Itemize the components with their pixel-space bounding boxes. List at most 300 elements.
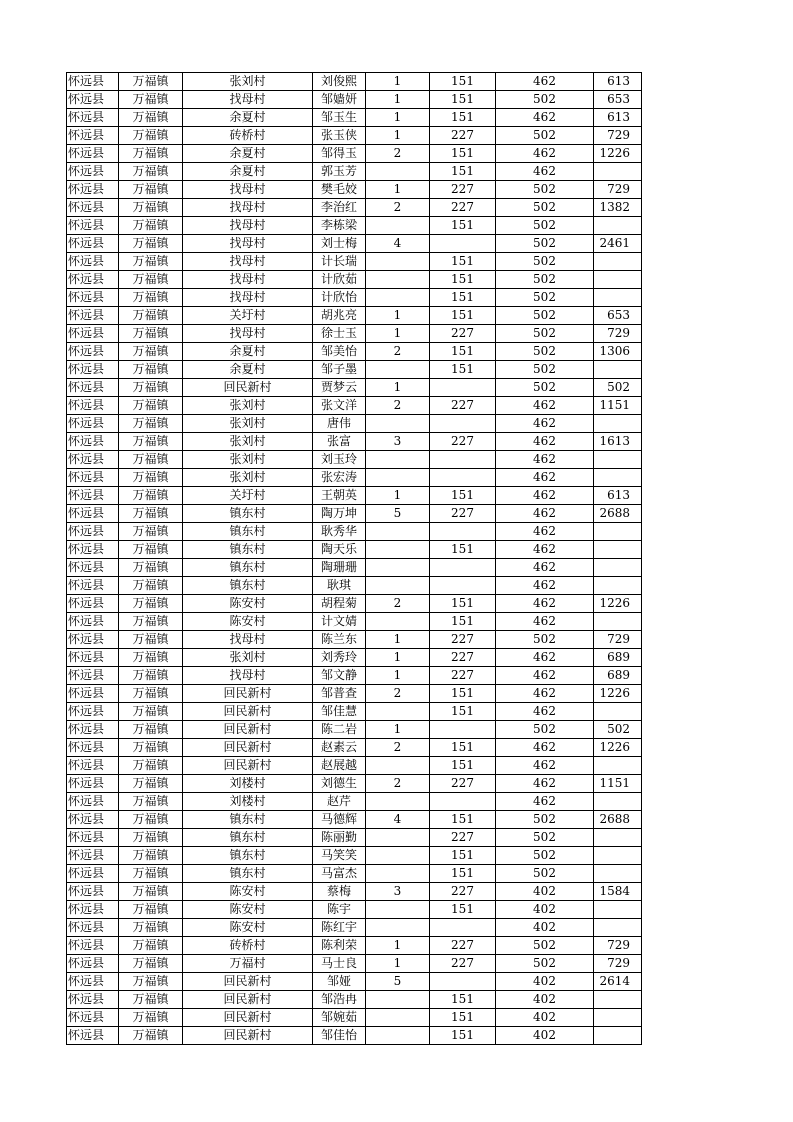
county-cell: 怀远县 xyxy=(67,847,119,865)
value-b-cell: 462 xyxy=(496,433,594,451)
total-cell xyxy=(594,163,642,181)
name-cell: 陈利荣 xyxy=(313,937,366,955)
county-cell: 怀远县 xyxy=(67,379,119,397)
value-a-cell: 227 xyxy=(430,631,496,649)
value-a-cell: 151 xyxy=(430,307,496,325)
value-a-cell: 151 xyxy=(430,613,496,631)
value-a-cell: 227 xyxy=(430,505,496,523)
table-row xyxy=(67,163,642,181)
county-cell: 怀远县 xyxy=(67,505,119,523)
table-row xyxy=(67,271,642,289)
town-cell: 万福镇 xyxy=(119,955,183,973)
value-b-cell: 502 xyxy=(496,865,594,883)
value-a-cell xyxy=(430,235,496,253)
village-cell: 陈安村 xyxy=(183,595,313,613)
name-cell: 樊毛姣 xyxy=(313,181,366,199)
name-cell: 赵素云 xyxy=(313,739,366,757)
county-cell: 怀远县 xyxy=(67,955,119,973)
village-cell: 回民新村 xyxy=(183,991,313,1009)
village-cell: 砖桥村 xyxy=(183,937,313,955)
town-cell: 万福镇 xyxy=(119,217,183,235)
village-cell: 找母村 xyxy=(183,91,313,109)
count-cell: 2 xyxy=(366,343,430,361)
county-cell: 怀远县 xyxy=(67,649,119,667)
county-cell: 怀远县 xyxy=(67,919,119,937)
count-cell xyxy=(366,469,430,487)
village-cell: 回民新村 xyxy=(183,1027,313,1045)
count-cell: 2 xyxy=(366,595,430,613)
total-cell: 1226 xyxy=(594,739,642,757)
table-row xyxy=(67,901,642,919)
town-cell: 万福镇 xyxy=(119,703,183,721)
table-row xyxy=(67,865,642,883)
county-cell: 怀远县 xyxy=(67,721,119,739)
count-cell: 1 xyxy=(366,181,430,199)
total-cell xyxy=(594,613,642,631)
value-b-cell: 502 xyxy=(496,127,594,145)
total-cell xyxy=(594,361,642,379)
value-a-cell: 151 xyxy=(430,685,496,703)
value-b-cell: 502 xyxy=(496,811,594,829)
value-a-cell: 151 xyxy=(430,217,496,235)
value-b-cell: 402 xyxy=(496,883,594,901)
value-a-cell: 151 xyxy=(430,847,496,865)
name-cell: 陈二岩 xyxy=(313,721,366,739)
total-cell xyxy=(594,271,642,289)
name-cell: 陈宇 xyxy=(313,901,366,919)
county-cell: 怀远县 xyxy=(67,991,119,1009)
town-cell: 万福镇 xyxy=(119,343,183,361)
value-a-cell: 227 xyxy=(430,829,496,847)
total-cell xyxy=(594,469,642,487)
town-cell: 万福镇 xyxy=(119,415,183,433)
total-cell xyxy=(594,415,642,433)
value-b-cell: 502 xyxy=(496,937,594,955)
county-cell: 怀远县 xyxy=(67,289,119,307)
value-b-cell: 462 xyxy=(496,163,594,181)
value-a-cell: 151 xyxy=(430,487,496,505)
total-cell: 1584 xyxy=(594,883,642,901)
count-cell xyxy=(366,559,430,577)
town-cell: 万福镇 xyxy=(119,1009,183,1027)
county-cell: 怀远县 xyxy=(67,217,119,235)
county-cell: 怀远县 xyxy=(67,811,119,829)
town-cell: 万福镇 xyxy=(119,235,183,253)
value-a-cell: 227 xyxy=(430,649,496,667)
count-cell xyxy=(366,1009,430,1027)
county-cell: 怀远县 xyxy=(67,559,119,577)
value-b-cell: 462 xyxy=(496,73,594,91)
value-a-cell: 151 xyxy=(430,253,496,271)
total-cell: 1306 xyxy=(594,343,642,361)
county-cell: 怀远县 xyxy=(67,145,119,163)
name-cell: 马富杰 xyxy=(313,865,366,883)
table-row xyxy=(67,487,642,505)
name-cell: 陶万坤 xyxy=(313,505,366,523)
table-row xyxy=(67,703,642,721)
village-cell: 关圩村 xyxy=(183,307,313,325)
county-cell: 怀远县 xyxy=(67,829,119,847)
county-cell: 怀远县 xyxy=(67,865,119,883)
county-cell: 怀远县 xyxy=(67,325,119,343)
value-a-cell: 227 xyxy=(430,397,496,415)
village-cell: 找母村 xyxy=(183,289,313,307)
count-cell: 2 xyxy=(366,739,430,757)
total-cell xyxy=(594,289,642,307)
village-cell: 镇东村 xyxy=(183,865,313,883)
total-cell: 1613 xyxy=(594,433,642,451)
total-cell xyxy=(594,577,642,595)
town-cell: 万福镇 xyxy=(119,487,183,505)
name-cell: 邹子墨 xyxy=(313,361,366,379)
county-cell: 怀远县 xyxy=(67,487,119,505)
total-cell: 2614 xyxy=(594,973,642,991)
county-cell: 怀远县 xyxy=(67,361,119,379)
value-b-cell: 462 xyxy=(496,595,594,613)
village-cell: 余夏村 xyxy=(183,361,313,379)
count-cell: 1 xyxy=(366,73,430,91)
value-a-cell xyxy=(430,973,496,991)
name-cell: 张富 xyxy=(313,433,366,451)
total-cell: 729 xyxy=(594,955,642,973)
total-cell xyxy=(594,253,642,271)
total-cell: 613 xyxy=(594,487,642,505)
table-row xyxy=(67,361,642,379)
value-a-cell: 151 xyxy=(430,163,496,181)
town-cell: 万福镇 xyxy=(119,91,183,109)
total-cell: 1382 xyxy=(594,199,642,217)
count-cell xyxy=(366,829,430,847)
value-a-cell: 151 xyxy=(430,109,496,127)
value-b-cell: 502 xyxy=(496,361,594,379)
name-cell: 邹婉茹 xyxy=(313,1009,366,1027)
value-b-cell: 402 xyxy=(496,1027,594,1045)
table-row xyxy=(67,631,642,649)
value-b-cell: 402 xyxy=(496,1009,594,1027)
count-cell: 3 xyxy=(366,433,430,451)
total-cell: 613 xyxy=(594,109,642,127)
town-cell: 万福镇 xyxy=(119,469,183,487)
value-b-cell: 502 xyxy=(496,325,594,343)
total-cell: 613 xyxy=(594,73,642,91)
value-a-cell: 151 xyxy=(430,541,496,559)
village-cell: 张刘村 xyxy=(183,469,313,487)
value-b-cell: 462 xyxy=(496,451,594,469)
count-cell xyxy=(366,217,430,235)
value-a-cell: 151 xyxy=(430,739,496,757)
value-b-cell: 462 xyxy=(496,505,594,523)
value-a-cell: 227 xyxy=(430,937,496,955)
count-cell: 2 xyxy=(366,199,430,217)
count-cell xyxy=(366,451,430,469)
value-b-cell: 502 xyxy=(496,721,594,739)
value-a-cell xyxy=(430,919,496,937)
table-row xyxy=(67,145,642,163)
value-b-cell: 502 xyxy=(496,631,594,649)
county-cell: 怀远县 xyxy=(67,343,119,361)
name-cell: 马笑笑 xyxy=(313,847,366,865)
name-cell: 李治红 xyxy=(313,199,366,217)
value-a-cell: 151 xyxy=(430,595,496,613)
county-cell: 怀远县 xyxy=(67,703,119,721)
name-cell: 李栋梁 xyxy=(313,217,366,235)
village-cell: 镇东村 xyxy=(183,811,313,829)
total-cell xyxy=(594,793,642,811)
value-a-cell: 151 xyxy=(430,703,496,721)
village-cell: 张刘村 xyxy=(183,415,313,433)
county-cell: 怀远县 xyxy=(67,901,119,919)
name-cell: 唐伟 xyxy=(313,415,366,433)
county-cell: 怀远县 xyxy=(67,127,119,145)
town-cell: 万福镇 xyxy=(119,307,183,325)
total-cell: 1226 xyxy=(594,685,642,703)
count-cell xyxy=(366,901,430,919)
table-row xyxy=(67,397,642,415)
village-cell: 陈安村 xyxy=(183,883,313,901)
village-cell: 找母村 xyxy=(183,199,313,217)
town-cell: 万福镇 xyxy=(119,1027,183,1045)
county-cell: 怀远县 xyxy=(67,667,119,685)
table-row xyxy=(67,505,642,523)
town-cell: 万福镇 xyxy=(119,109,183,127)
count-cell xyxy=(366,613,430,631)
count-cell: 4 xyxy=(366,235,430,253)
village-cell: 回民新村 xyxy=(183,1009,313,1027)
village-cell: 回民新村 xyxy=(183,685,313,703)
village-cell: 张刘村 xyxy=(183,73,313,91)
town-cell: 万福镇 xyxy=(119,325,183,343)
value-b-cell: 502 xyxy=(496,199,594,217)
county-cell: 怀远县 xyxy=(67,73,119,91)
county-cell: 怀远县 xyxy=(67,739,119,757)
town-cell: 万福镇 xyxy=(119,667,183,685)
value-b-cell: 502 xyxy=(496,829,594,847)
town-cell: 万福镇 xyxy=(119,163,183,181)
name-cell: 王朝英 xyxy=(313,487,366,505)
county-cell: 怀远县 xyxy=(67,1009,119,1027)
total-cell: 2688 xyxy=(594,811,642,829)
value-a-cell: 151 xyxy=(430,865,496,883)
name-cell: 刘德生 xyxy=(313,775,366,793)
name-cell: 郭玉芳 xyxy=(313,163,366,181)
village-cell: 找母村 xyxy=(183,325,313,343)
count-cell: 4 xyxy=(366,811,430,829)
value-b-cell: 502 xyxy=(496,379,594,397)
name-cell: 刘秀玲 xyxy=(313,649,366,667)
table-row xyxy=(67,1027,642,1045)
town-cell: 万福镇 xyxy=(119,613,183,631)
count-cell xyxy=(366,703,430,721)
table-row xyxy=(67,289,642,307)
county-cell: 怀远县 xyxy=(67,541,119,559)
value-a-cell: 151 xyxy=(430,1009,496,1027)
table-row xyxy=(67,109,642,127)
county-cell: 怀远县 xyxy=(67,883,119,901)
name-cell: 耿琪 xyxy=(313,577,366,595)
name-cell: 陈丽勤 xyxy=(313,829,366,847)
value-b-cell: 502 xyxy=(496,289,594,307)
town-cell: 万福镇 xyxy=(119,577,183,595)
total-cell: 502 xyxy=(594,379,642,397)
data-table xyxy=(66,72,642,1045)
value-b-cell: 402 xyxy=(496,919,594,937)
value-b-cell: 462 xyxy=(496,487,594,505)
name-cell: 陈兰东 xyxy=(313,631,366,649)
village-cell: 陈安村 xyxy=(183,613,313,631)
value-a-cell: 151 xyxy=(430,271,496,289)
name-cell: 刘士梅 xyxy=(313,235,366,253)
table-row xyxy=(67,343,642,361)
village-cell: 回民新村 xyxy=(183,757,313,775)
table-row xyxy=(67,199,642,217)
county-cell: 怀远县 xyxy=(67,253,119,271)
town-cell: 万福镇 xyxy=(119,595,183,613)
town-cell: 万福镇 xyxy=(119,829,183,847)
village-cell: 回民新村 xyxy=(183,973,313,991)
table-row xyxy=(67,955,642,973)
village-cell: 张刘村 xyxy=(183,433,313,451)
village-cell: 陈安村 xyxy=(183,901,313,919)
value-b-cell: 462 xyxy=(496,109,594,127)
town-cell: 万福镇 xyxy=(119,397,183,415)
count-cell: 1 xyxy=(366,91,430,109)
total-cell xyxy=(594,559,642,577)
count-cell: 5 xyxy=(366,973,430,991)
count-cell: 1 xyxy=(366,721,430,739)
value-a-cell: 227 xyxy=(430,325,496,343)
name-cell: 邹佳怡 xyxy=(313,1027,366,1045)
village-cell: 找母村 xyxy=(183,235,313,253)
name-cell: 邹文静 xyxy=(313,667,366,685)
value-a-cell: 151 xyxy=(430,1027,496,1045)
name-cell: 徐士玉 xyxy=(313,325,366,343)
town-cell: 万福镇 xyxy=(119,901,183,919)
name-cell: 张玉侠 xyxy=(313,127,366,145)
county-cell: 怀远县 xyxy=(67,685,119,703)
count-cell xyxy=(366,865,430,883)
value-b-cell: 502 xyxy=(496,91,594,109)
count-cell xyxy=(366,163,430,181)
count-cell xyxy=(366,991,430,1009)
total-cell: 653 xyxy=(594,307,642,325)
count-cell: 1 xyxy=(366,127,430,145)
value-a-cell: 227 xyxy=(430,433,496,451)
count-cell xyxy=(366,919,430,937)
count-cell xyxy=(366,793,430,811)
count-cell: 1 xyxy=(366,937,430,955)
town-cell: 万福镇 xyxy=(119,739,183,757)
county-cell: 怀远县 xyxy=(67,433,119,451)
name-cell: 刘玉玲 xyxy=(313,451,366,469)
total-cell xyxy=(594,217,642,235)
table-row xyxy=(67,919,642,937)
town-cell: 万福镇 xyxy=(119,937,183,955)
county-cell: 怀远县 xyxy=(67,415,119,433)
county-cell: 怀远县 xyxy=(67,163,119,181)
name-cell: 计长瑞 xyxy=(313,253,366,271)
name-cell: 胡兆亮 xyxy=(313,307,366,325)
total-cell xyxy=(594,847,642,865)
name-cell: 陶天乐 xyxy=(313,541,366,559)
village-cell: 镇东村 xyxy=(183,847,313,865)
town-cell: 万福镇 xyxy=(119,523,183,541)
value-b-cell: 402 xyxy=(496,973,594,991)
table-row xyxy=(67,559,642,577)
table-row xyxy=(67,721,642,739)
county-cell: 怀远县 xyxy=(67,523,119,541)
table-row xyxy=(67,991,642,1009)
total-cell: 2688 xyxy=(594,505,642,523)
county-cell: 怀远县 xyxy=(67,469,119,487)
county-cell: 怀远县 xyxy=(67,199,119,217)
count-cell: 5 xyxy=(366,505,430,523)
total-cell xyxy=(594,703,642,721)
table-row xyxy=(67,217,642,235)
table-row xyxy=(67,1009,642,1027)
value-b-cell: 462 xyxy=(496,775,594,793)
table-row xyxy=(67,235,642,253)
name-cell: 邹娅 xyxy=(313,973,366,991)
name-cell: 马德辉 xyxy=(313,811,366,829)
town-cell: 万福镇 xyxy=(119,181,183,199)
town-cell: 万福镇 xyxy=(119,253,183,271)
table-row xyxy=(67,415,642,433)
total-cell xyxy=(594,829,642,847)
table-row xyxy=(67,379,642,397)
village-cell: 余夏村 xyxy=(183,109,313,127)
value-b-cell: 502 xyxy=(496,235,594,253)
county-cell: 怀远县 xyxy=(67,451,119,469)
table-row xyxy=(67,937,642,955)
count-cell xyxy=(366,289,430,307)
table-row xyxy=(67,469,642,487)
town-cell: 万福镇 xyxy=(119,793,183,811)
total-cell: 729 xyxy=(594,127,642,145)
county-cell: 怀远县 xyxy=(67,631,119,649)
value-a-cell xyxy=(430,379,496,397)
town-cell: 万福镇 xyxy=(119,919,183,937)
table-row xyxy=(67,451,642,469)
village-cell: 找母村 xyxy=(183,253,313,271)
county-cell: 怀远县 xyxy=(67,181,119,199)
village-cell: 镇东村 xyxy=(183,523,313,541)
count-cell: 2 xyxy=(366,685,430,703)
value-a-cell: 151 xyxy=(430,343,496,361)
town-cell: 万福镇 xyxy=(119,199,183,217)
value-b-cell: 462 xyxy=(496,145,594,163)
village-cell: 找母村 xyxy=(183,181,313,199)
total-cell: 729 xyxy=(594,937,642,955)
count-cell xyxy=(366,757,430,775)
name-cell: 刘俊熙 xyxy=(313,73,366,91)
count-cell: 1 xyxy=(366,631,430,649)
count-cell xyxy=(366,577,430,595)
county-cell: 怀远县 xyxy=(67,757,119,775)
town-cell: 万福镇 xyxy=(119,379,183,397)
count-cell xyxy=(366,1027,430,1045)
value-b-cell: 462 xyxy=(496,469,594,487)
county-cell: 怀远县 xyxy=(67,613,119,631)
village-cell: 刘楼村 xyxy=(183,793,313,811)
village-cell: 镇东村 xyxy=(183,829,313,847)
table-row xyxy=(67,307,642,325)
table-row xyxy=(67,127,642,145)
total-cell: 653 xyxy=(594,91,642,109)
count-cell xyxy=(366,523,430,541)
table-row xyxy=(67,181,642,199)
name-cell: 邹嫱妍 xyxy=(313,91,366,109)
value-b-cell: 462 xyxy=(496,649,594,667)
